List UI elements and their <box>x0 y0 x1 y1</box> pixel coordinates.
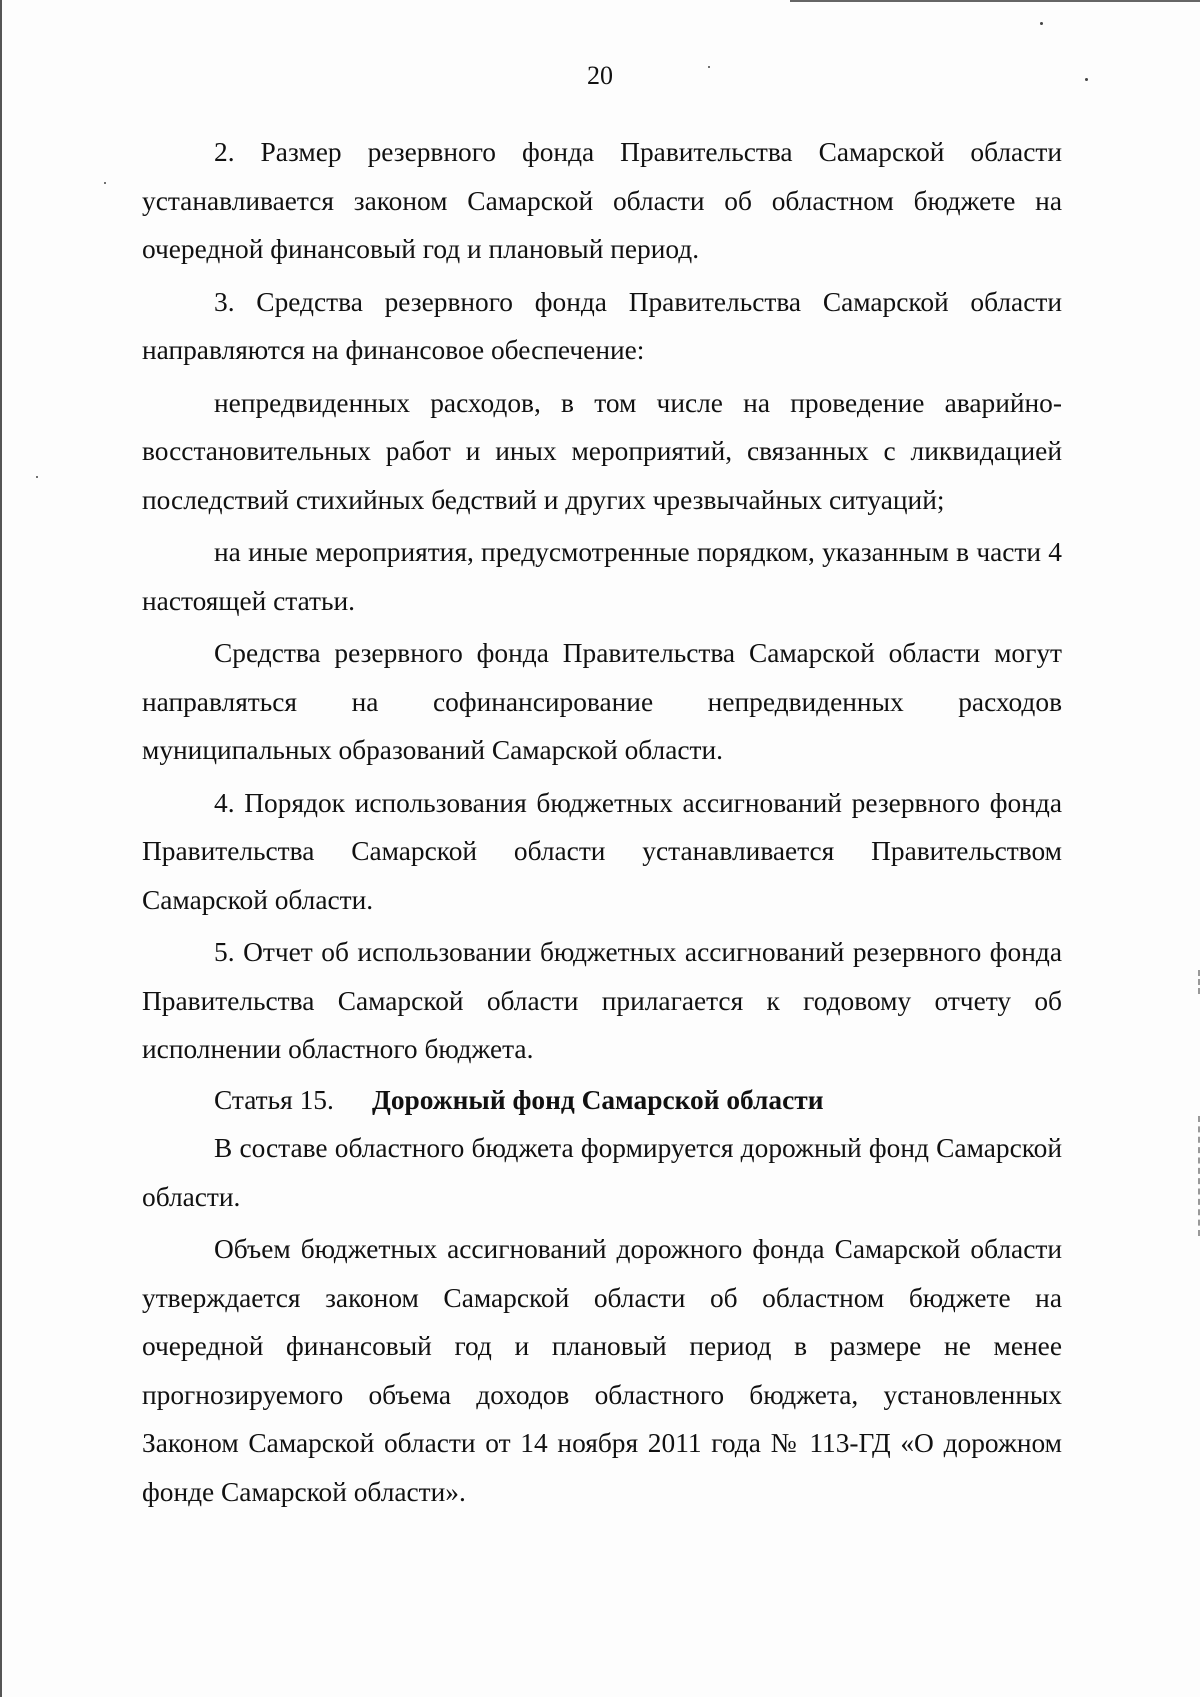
article-heading <box>142 1076 1062 1125</box>
scan-speck <box>36 476 38 478</box>
paragraph-other-measures: на иные мероприятия, предусмотренные порядком, указанным в части 4 настоящей статьи. <box>142 537 1062 616</box>
scan-edge-left <box>0 0 2 1697</box>
paragraph-road-fund-volume: Объем бюджетных ассигнований дорожного фонда Самарской области утверждается законом Самарской области об областном бюджете на очередной финансовый год и плановый период в размере не менее прогнозируемого объема доходов областного бюджета, установленных Законом Самарской области от 14 ноября 2011 года № 113-ГД «О дорожном фонде Самарской области». <box>142 1234 1062 1507</box>
paragraph-road-fund-formation: В составе областного бюджета формируется дорожный фонд Самарской области. <box>142 1133 1062 1212</box>
paragraph-4-usage-order: 4. Порядок использования бюджетных ассигнований резервного фонда Правительства Самарской области устанавливается Правительством Самарской области. <box>142 787 1062 915</box>
paragraph-unforeseen-expenses: непредвиденных расходов, в том числе на проведение аварийно-восстановительных работ и иных мероприятий, связанных с ликвидацией последствий стихийных бедствий и других чрезвычайных ситуаций; <box>142 387 1062 515</box>
article-number: Статья 15. <box>214 1084 334 1115</box>
document-body <box>142 128 1062 1516</box>
paragraph-5-usage-report: 5. Отчет об использовании бюджетных ассигнований резервного фонда Правительства Самарской области прилагается к годовому отчету об исполнении областного бюджета. <box>142 937 1062 1064</box>
scan-speck <box>1040 22 1043 25</box>
paragraph-2-reserve-fund-size: 2. Размер резервного фонда Правительства Самарской области устанавливается законом Самарской области об областном бюджете на очередной финансовый год и плановый период. <box>142 137 1062 264</box>
article-title: Дорожный фонд Самарской области <box>372 1084 824 1115</box>
scan-speck <box>104 182 106 184</box>
page-number: 20 <box>587 61 613 90</box>
paragraph-3-reserve-fund-use: 3. Средства резервного фонда Правительства Самарской области направляются на финансовое обеспечение: <box>142 286 1062 365</box>
scan-edge-top <box>790 0 1200 2</box>
paragraph-cofinancing: Средства резервного фонда Правительства Самарской области могут направляться на софинансирование непредвиденных расходов муниципальных образований Самарской области. <box>142 638 1062 765</box>
